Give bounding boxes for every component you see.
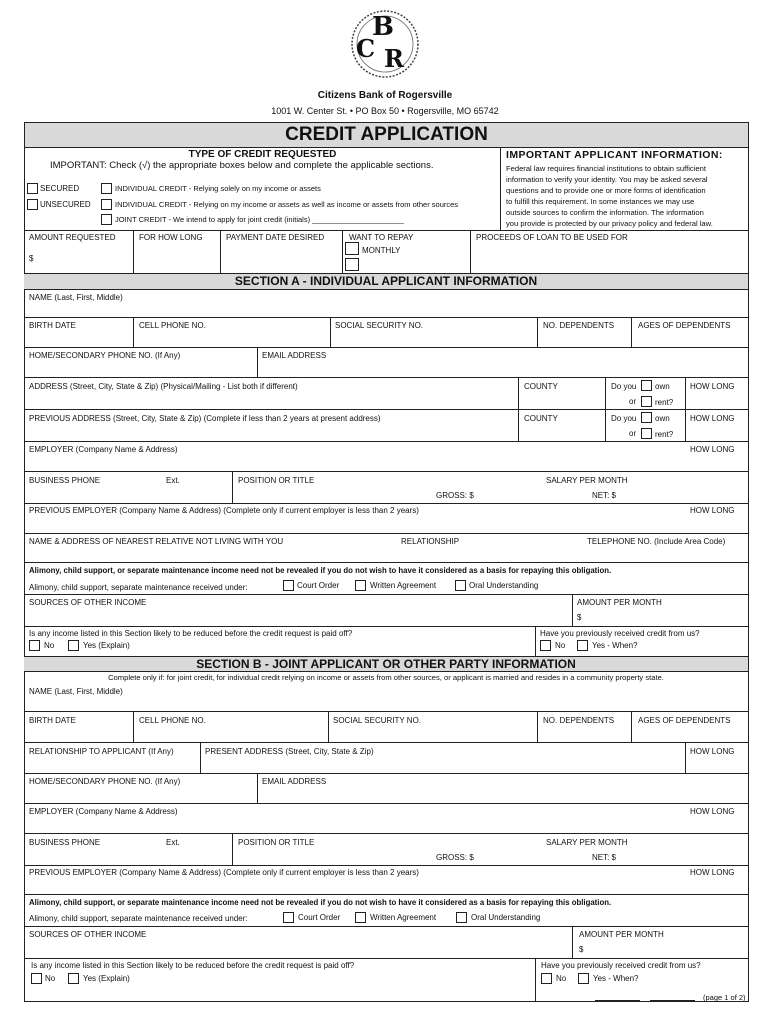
a-prev-employer-label: PREVIOUS EMPLOYER (Company Name & Address) (Complete only if current employer is less than 2 years) xyxy=(29,506,419,515)
logo-letter-c: C xyxy=(356,34,376,63)
individual-other-checkbox[interactable] xyxy=(101,199,112,210)
a-prev-credit-yes-checkbox[interactable] xyxy=(577,640,588,651)
b-cell-phone-label: CELL PHONE NO. xyxy=(139,716,206,725)
a-ext-label: Ext. xyxy=(166,476,180,485)
a-do-you-label-2: Do you xyxy=(611,414,637,423)
a-telephone-label: TELEPHONE NO. (Include Area Code) xyxy=(587,537,726,546)
b-alimony-notice: Alimony, child support, or separate maintenance income need not be revealed if you do not wish to have it considered as a basis for repaying this obligation. xyxy=(29,898,612,907)
b-reduced-yes-label: Yes (Explain) xyxy=(83,974,130,983)
b-gross-label: GROSS: $ xyxy=(436,853,474,862)
amount-dollar: $ xyxy=(29,254,34,263)
payment-date-label: PAYMENT DATE DESIRED xyxy=(226,233,325,242)
a-gross-label: GROSS: $ xyxy=(436,491,474,500)
important-info-line: outside sources to confirm the information. The information xyxy=(506,208,704,217)
b-home-phone-label: HOME/SECONDARY PHONE NO. (If Any) xyxy=(29,777,181,786)
a-reduced-no-checkbox[interactable] xyxy=(29,640,40,651)
monthly-checkbox[interactable] xyxy=(345,258,359,271)
page-title: CREDIT APPLICATION xyxy=(285,124,488,145)
b-present-how-long: HOW LONG xyxy=(690,747,735,756)
b-dependents-label: NO. DEPENDENTS xyxy=(543,716,615,725)
a-prev-credit-question: Have you previously received credit from us? xyxy=(540,629,700,638)
a-county-label-2: COUNTY xyxy=(524,414,558,423)
a-other-income-label: SOURCES OF OTHER INCOME xyxy=(29,598,147,607)
bank-address: 1001 W. Center St. • PO Box 50 • Rogersville, MO 65742 xyxy=(271,106,499,116)
b-prev-credit-question: Have you previously received credit from us? xyxy=(541,961,701,970)
a-prev-credit-no-label: No xyxy=(555,641,566,650)
b-employer-how-long: HOW LONG xyxy=(690,807,735,816)
initial-line-2[interactable] xyxy=(650,1000,695,1001)
b-written-agreement-label: Written Agreement xyxy=(370,913,437,922)
logo-letter-b: B xyxy=(372,12,394,42)
b-amount-month-label: AMOUNT PER MONTH xyxy=(579,930,664,939)
a-business-phone-label: BUSINESS PHONE xyxy=(29,476,101,485)
a-net-label: NET: $ xyxy=(592,491,617,500)
amount-requested-field[interactable] xyxy=(38,250,128,266)
a-prev-credit-no-checkbox[interactable] xyxy=(540,640,551,651)
type-instruction: IMPORTANT: Check (√) the appropriate boxes below and complete the applicable sections. xyxy=(50,160,434,171)
a-own-label-2: own xyxy=(655,414,670,423)
a-prev-rent-checkbox[interactable] xyxy=(641,428,652,439)
unsecured-checkbox[interactable] xyxy=(27,199,38,210)
a-name-label: NAME (Last, First, Middle) xyxy=(29,293,123,302)
a-employer-how-long: HOW LONG xyxy=(690,445,735,454)
b-alimony-received: Alimony, child support, separate maintenance received under: xyxy=(29,914,248,923)
monthly-label: MONTHLY xyxy=(362,246,401,255)
a-or-label: or xyxy=(629,397,637,406)
a-reduced-no-label: No xyxy=(44,641,55,650)
a-county-label: COUNTY xyxy=(524,382,558,391)
a-birth-date-label: BIRTH DATE xyxy=(29,321,76,330)
individual-credit-label: INDIVIDUAL CREDIT - Relying solely on my income or assets xyxy=(115,184,321,193)
a-alimony-notice: Alimony, child support, or separate maintenance income need not be revealed if you do not wish to have it considered as a basis for repaying this obligation. xyxy=(29,566,612,575)
a-salary-label: SALARY PER MONTH xyxy=(546,476,628,485)
a-prev-credit-yes-label: Yes - When? xyxy=(592,641,638,650)
a-rent-checkbox[interactable] xyxy=(641,396,652,407)
b-ext-label: Ext. xyxy=(166,838,180,847)
b-reduced-question: Is any income listed in this Section likely to be reduced before the credit request is paid off? xyxy=(31,961,355,970)
want-repay-checkbox[interactable] xyxy=(345,242,359,255)
b-position-label: POSITION OR TITLE xyxy=(238,838,315,847)
amount-requested-label: AMOUNT REQUESTED xyxy=(29,233,116,242)
b-oral-understanding-checkbox[interactable] xyxy=(456,912,467,923)
b-net-label: NET: $ xyxy=(592,853,617,862)
a-rent-label-2: rent? xyxy=(655,430,674,439)
bank-name: Citizens Bank of Rogersville xyxy=(317,90,453,101)
a-ages-label: AGES OF DEPENDENTS xyxy=(638,321,731,330)
b-written-agreement-checkbox[interactable] xyxy=(355,912,366,923)
b-birth-date-label: BIRTH DATE xyxy=(29,716,76,725)
b-court-order-checkbox[interactable] xyxy=(283,912,294,923)
unsecured-label: UNSECURED xyxy=(40,200,91,209)
a-own-checkbox[interactable] xyxy=(641,380,652,391)
important-info-line: Federal law requires financial institutions to obtain sufficient xyxy=(506,164,706,173)
b-business-phone-label: BUSINESS PHONE xyxy=(29,838,101,847)
how-long-label: FOR HOW LONG xyxy=(139,233,203,242)
b-employer-label: EMPLOYER (Company Name & Address) xyxy=(29,807,178,816)
b-name-label: NAME (Last, First, Middle) xyxy=(29,687,123,696)
a-court-order-label: Court Order xyxy=(297,581,340,590)
section-a-title: SECTION A - INDIVIDUAL APPLICANT INFORMATION xyxy=(24,273,748,290)
a-how-long-label-2: HOW LONG xyxy=(690,414,735,423)
a-written-agreement-checkbox[interactable] xyxy=(355,580,366,591)
b-ages-label: AGES OF DEPENDENTS xyxy=(638,716,731,725)
initial-line-1[interactable] xyxy=(595,1000,640,1001)
a-alimony-received: Alimony, child support, separate maintenance received under: xyxy=(29,583,248,592)
b-salary-label: SALARY PER MONTH xyxy=(546,838,628,847)
a-prev-address-label: PREVIOUS ADDRESS (Street, City, State & Zip) (Complete if less than 2 years at present address) xyxy=(29,414,381,423)
b-prev-credit-no-label: No xyxy=(556,974,567,983)
b-reduced-no-label: No xyxy=(45,974,56,983)
b-other-income-label: SOURCES OF OTHER INCOME xyxy=(29,930,147,939)
a-prev-own-checkbox[interactable] xyxy=(641,412,652,423)
a-reduced-question: Is any income listed in this Section likely to be reduced before the credit request is paid off? xyxy=(29,629,353,638)
a-written-agreement-label: Written Agreement xyxy=(370,581,437,590)
a-ssn-label: SOCIAL SECURITY NO. xyxy=(335,321,424,330)
type-heading: TYPE OF CREDIT REQUESTED xyxy=(188,149,337,160)
a-or-label-2: or xyxy=(629,429,637,438)
b-present-address-label: PRESENT ADDRESS (Street, City, State & Zip) xyxy=(205,747,374,756)
a-amount-month-label: AMOUNT PER MONTH xyxy=(577,598,662,607)
b-ssn-label: SOCIAL SECURITY NO. xyxy=(333,716,422,725)
a-employer-label: EMPLOYER (Company Name & Address) xyxy=(29,445,178,454)
individual-credit-checkbox[interactable] xyxy=(101,183,112,194)
a-do-you-label: Do you xyxy=(611,382,637,391)
a-position-label: POSITION OR TITLE xyxy=(238,476,315,485)
a-relative-label: NAME & ADDRESS OF NEAREST RELATIVE NOT LIVING WITH YOU xyxy=(29,537,284,546)
b-prev-credit-yes-label: Yes - When? xyxy=(593,974,639,983)
a-cell-phone-label: CELL PHONE NO. xyxy=(139,321,206,330)
logo-letter-r: R xyxy=(384,44,404,73)
proceeds-label: PROCEEDS OF LOAN TO BE USED FOR xyxy=(476,233,628,242)
a-court-order-checkbox[interactable] xyxy=(283,580,294,591)
individual-other-label: INDIVIDUAL CREDIT - Relying on my income or assets as well as income or assets from other sources xyxy=(115,200,459,209)
a-prev-employer-how-long: HOW LONG xyxy=(690,506,735,515)
bank-logo xyxy=(350,4,420,84)
important-info-heading: IMPORTANT APPLICANT INFORMATION: xyxy=(506,149,723,161)
a-rent-label: rent? xyxy=(655,398,674,407)
page-number: (page 1 of 2) xyxy=(703,993,746,1002)
a-reduced-yes-checkbox[interactable] xyxy=(68,640,79,651)
b-relationship-label: RELATIONSHIP TO APPLICANT (If Any) xyxy=(29,747,174,756)
a-dependents-label: NO. DEPENDENTS xyxy=(543,321,615,330)
secured-label: SECURED xyxy=(40,184,80,193)
a-oral-understanding-checkbox[interactable] xyxy=(455,580,466,591)
important-info-line: you provide is protected by our privacy policy and federal law. xyxy=(506,219,713,228)
a-reduced-yes-label: Yes (Explain) xyxy=(83,641,130,650)
a-amount-dollar: $ xyxy=(577,613,582,622)
joint-credit-checkbox[interactable] xyxy=(101,214,112,225)
a-relationship-label: RELATIONSHIP xyxy=(401,537,460,546)
a-own-label: own xyxy=(655,382,670,391)
a-home-phone-label: HOME/SECONDARY PHONE NO. (If Any) xyxy=(29,351,181,360)
b-prev-employer-label: PREVIOUS EMPLOYER (Company Name & Address) (Complete only if current employer is less than 2 years) xyxy=(29,868,419,877)
b-prev-employer-how-long: HOW LONG xyxy=(690,868,735,877)
b-reduced-no-checkbox[interactable] xyxy=(31,973,42,984)
b-oral-understanding-label: Oral Understanding xyxy=(471,913,541,922)
a-how-long-label: HOW LONG xyxy=(690,382,735,391)
a-email-label: EMAIL ADDRESS xyxy=(262,351,327,360)
important-info-line: questions and to provide one or more forms of identification xyxy=(506,186,706,195)
b-prev-credit-yes-checkbox[interactable] xyxy=(578,973,589,984)
a-oral-understanding-label: Oral Understanding xyxy=(469,581,539,590)
b-reduced-yes-checkbox[interactable] xyxy=(68,973,79,984)
b-email-label: EMAIL ADDRESS xyxy=(262,777,327,786)
section-b-title: SECTION B - JOINT APPLICANT OR OTHER PARTY INFORMATION xyxy=(24,656,748,672)
important-info-line: to fulfill this requirement. In some instances we may use xyxy=(506,197,695,206)
want-repay-label: WANT TO REPAY xyxy=(349,233,414,242)
section-b-subtitle: Complete only if: for joint credit, for individual credit relying on income or assets from other sources, or applicant is married and resides in a community property state. xyxy=(108,673,664,682)
b-court-order-label: Court Order xyxy=(298,913,341,922)
joint-credit-label: JOINT CREDIT - We intend to apply for joint credit (initials) ______________________ xyxy=(115,215,404,224)
b-prev-credit-no-checkbox[interactable] xyxy=(541,973,552,984)
secured-checkbox[interactable] xyxy=(27,183,38,194)
b-amount-dollar: $ xyxy=(579,945,584,954)
important-info-line: information to verify your identity. You may be asked several xyxy=(506,175,708,184)
a-address-label: ADDRESS (Street, City, State & Zip) (Physical/Mailing - List both if different) xyxy=(29,382,298,391)
